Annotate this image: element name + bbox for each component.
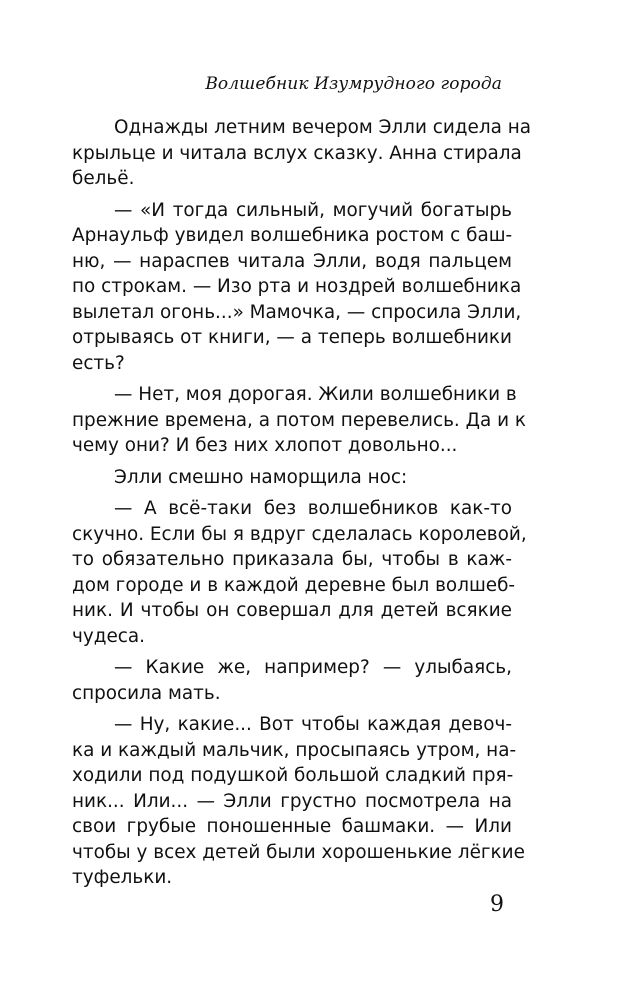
text-line: прежние времена, а потом перевелись. Да и к [72,409,527,431]
text-line: ник... Или... — Элли грустно посмотрела на [72,790,512,812]
text-line: скучно. Если бы я вдруг сделалась королевой, [72,523,527,545]
page-number: 9 [490,892,504,917]
text-line: вылетал огонь...» Мамочка, — спросила Элли, [72,301,522,323]
paragraph [72,655,512,706]
text-line: Арнаульф увидел волшебника ростом с баш- [72,225,513,246]
text-line: Однажды летним вечером Элли сидела на [114,117,531,138]
text-line: спросила мать. [72,682,221,704]
text-line: — Нет, моя дорогая. Жили волшебники в [114,384,517,405]
text-line: есть? [72,352,125,374]
text-line: то обязательно приказала бы, чтобы в каж- [72,549,512,570]
body-text [72,115,531,897]
text-line: Элли смешно наморщила нос: [114,466,408,488]
text-line: туфельки. [72,867,173,888]
paragraph [72,465,512,491]
text-line: дом городе и в каждой деревне был волшеб- [72,574,516,596]
text-line: чтобы у всех детей были хорошенькие лёгкие [72,841,525,863]
text-line: — «И тогда сильный, могучий богатырь [114,199,512,221]
text-line: ка и каждый мальчик, просыпаясь утром, на- [72,739,517,761]
text-line: ходили под подушкой большой сладкий пря- [72,765,514,786]
text-line: ню, — нараспев читала Элли, водя пальцем [72,250,512,272]
text-line: чудеса. [72,625,146,647]
paragraph [72,712,525,891]
text-line: — А всё-таки без волшебников как-то [114,498,512,519]
text-line: ник. И чтобы он совершал для детей всякие [72,600,512,621]
text-line: по строкам. — Изо рта и ноздрей волшебника [72,276,522,297]
text-line: свои грубые поношенные башмаки. — Или [72,816,512,837]
running-header: Волшебник Изумрудного города [205,74,502,94]
paragraph [72,382,527,459]
text-line: отрываясь от книги, — а теперь волшебники [72,327,512,348]
text-line: бельё. [72,168,135,189]
text-line: — Ну, какие... Вот чтобы каждая девоч- [114,714,512,735]
paragraph [72,198,522,377]
text-line: крыльце и читала вслух сказку. Анна стирала [72,142,522,164]
paragraph [72,115,531,192]
text-line: — Какие же, например? — улыбаясь, [114,657,512,678]
paragraph [72,496,527,649]
text-line: чему они? И без них хлопот довольно... [72,435,458,456]
